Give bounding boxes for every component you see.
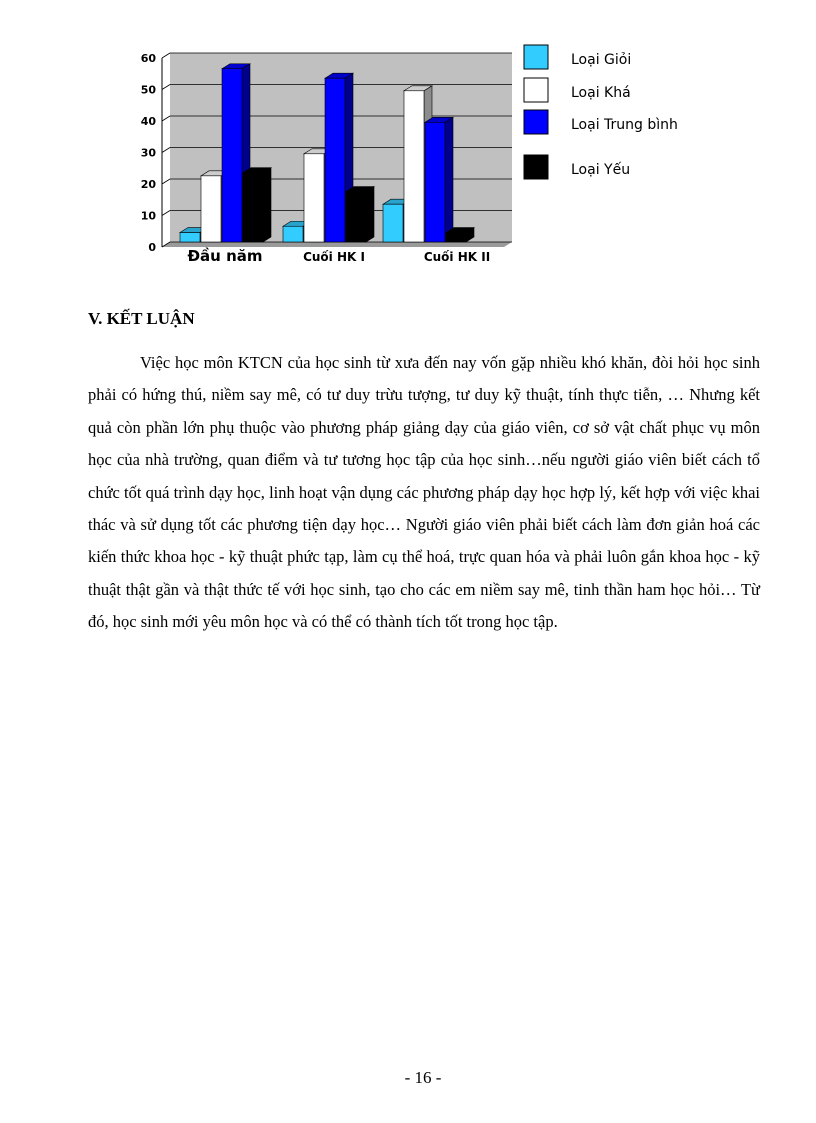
legend-label: Loại Trung bình (571, 117, 678, 133)
legend-item (524, 78, 631, 102)
x-tick-label: Cuối HK II (423, 250, 491, 264)
legend-label: Loại Yếu (571, 162, 631, 178)
bar-front (283, 226, 303, 242)
section-heading: V. KẾT LUẬN (88, 309, 195, 328)
x-tick-label: Cuối HK I (303, 250, 365, 264)
y-tick-label: 60 (140, 52, 156, 65)
y-tick-label: 40 (140, 115, 156, 128)
bar-front (346, 192, 366, 242)
legend-label: Loại Giỏi (571, 52, 632, 68)
bar-front (222, 69, 242, 242)
legend-swatch (524, 110, 548, 134)
bar-front (201, 176, 221, 242)
bar-front (425, 122, 445, 242)
legend-item (524, 45, 631, 69)
y-tick-label: 30 (140, 146, 156, 160)
bar-2-2 (425, 117, 453, 242)
bar-front (180, 233, 200, 242)
bar-front (325, 78, 345, 242)
legend-label: Loại Khá (571, 85, 631, 101)
legend-swatch (524, 155, 548, 179)
bar-3-0 (243, 168, 271, 242)
legend-swatch (524, 45, 548, 69)
y-tick-label: 20 (140, 178, 156, 191)
bar-front (304, 154, 324, 242)
y-tick-label: 0 (148, 241, 156, 254)
legend-item (524, 155, 630, 179)
gridline-side (162, 53, 170, 58)
gridline-side (162, 116, 170, 121)
gridline-side (162, 211, 170, 216)
plot-area (141, 52, 512, 265)
bar-front (404, 91, 424, 242)
bar-front (243, 173, 263, 242)
x-tick-label: Đầu năm (187, 247, 263, 265)
gridline-side (162, 148, 170, 153)
chart-legend (524, 45, 678, 179)
gridline-side (162, 85, 170, 90)
bar-front (446, 233, 466, 242)
gridline-side (162, 179, 170, 184)
legend-item (524, 110, 678, 134)
y-tick-label: 50 (140, 83, 156, 97)
bar-3-1 (346, 187, 374, 242)
page-number: - 16 - (404, 1068, 442, 1087)
bar-3-2 (446, 228, 474, 242)
conclusion-paragraph: Việc học môn KTCN của học sinh từ xưa đến nay vốn gặp nhiều khó khăn, đòi hỏi học sinh phải có hứng thú, niềm say mê, có tư duy trừu tượng, tư duy kỹ thuật, tính thực tiễn, … Nhưng kết quả còn phần lớn phụ thuộc vào phương pháp giảng dạy của giáo viên, cơ sở vật chất phục vụ môn học của nhà trường, quan điểm và tư tương học tập của học sinh…nếu người giáo viên biết cách tổ chức tốt quá trình dạy học, linh hoạt vận dụng các phương pháp dạy học hợp lý, kết hợp với việc khai thác và sử dụng tốt các phương tiện dạy học… Người giáo viên phải biết cách làm đơn giản hoá các kiến thức khoa học - kỹ thuật phức tạp, làm cụ thể hoá, trực quan hóa và phải luôn gắn khoa học - kỹ thuật thật gần và thật thức tế với học sinh, tạo cho các em niềm say mê, tinh thần ham học hỏi… Từ đó, học sinh mới yêu môn học và có thể có thành tích tốt trong học tập. (88, 353, 760, 632)
legend-swatch (524, 78, 548, 102)
y-tick-label: 10 (140, 209, 156, 223)
grouped-bar-chart (0, 0, 816, 280)
bar-front (383, 204, 403, 242)
